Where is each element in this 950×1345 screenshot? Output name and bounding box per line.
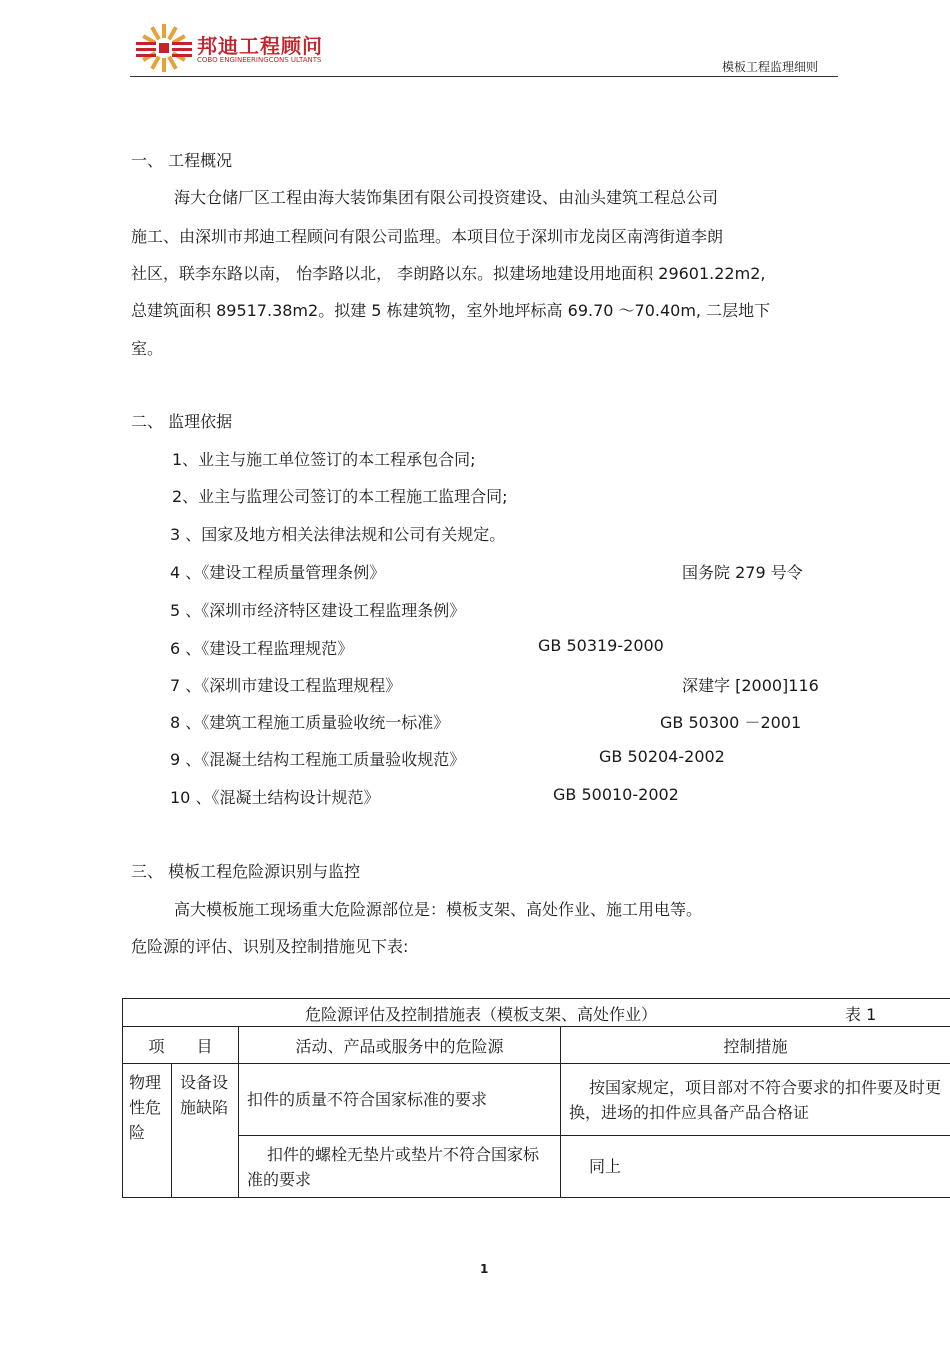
basis-item: 7 、《深圳市建设工程监理规程》 bbox=[170, 676, 402, 695]
table-header-hazard: 活动、产品或服务中的危险源 bbox=[239, 1027, 561, 1064]
basis-item: 6 、《建设工程监理规范》 bbox=[170, 639, 354, 658]
table-caption: 危险源评估及控制措施表（模板支架、高处作业） bbox=[305, 1005, 658, 1024]
table-header-item: 项 目 bbox=[123, 1027, 239, 1064]
paragraph-line: 海大仓储厂区工程由海大装饰集团有限公司投资建设、由汕头建筑工程总公司 bbox=[174, 188, 719, 207]
basis-item: 9 、《混凝土结构工程施工质量验收规范》 bbox=[170, 750, 466, 769]
section-heading: 三、 模板工程危险源识别与监控 bbox=[131, 862, 361, 881]
section-heading: 一、 工程概况 bbox=[131, 151, 233, 170]
paragraph-line: 总建筑面积 89517.38m2。拟建 5 栋建筑物，室外地坪标高 69.70 ～70.40m, 二层地下 bbox=[131, 301, 771, 320]
paragraph-line: 室。 bbox=[131, 339, 164, 358]
header-divider bbox=[130, 76, 838, 77]
brand-name-cn: 邦迪工程顾问 bbox=[197, 34, 323, 58]
brand-name-en: COBO ENGINEERINGCONS ULTANTS bbox=[197, 56, 322, 64]
page-number: 1 bbox=[480, 1262, 489, 1276]
table-measure-cell: 同上 bbox=[561, 1136, 950, 1198]
table-hazard-cell: 扣件的质量不符合国家标准的要求 bbox=[239, 1064, 561, 1136]
basis-item-ref: 深建字 [2000]116 bbox=[682, 676, 819, 695]
table-header-measure: 控制措施 bbox=[561, 1027, 950, 1064]
table-measure-cell: 按国家规定，项目部对不符合要求的扣件要及时更换，进场的扣件应具备产品合格证 bbox=[561, 1064, 950, 1136]
basis-item: 2、业主与监理公司签订的本工程施工监理合同; bbox=[172, 487, 508, 506]
basis-item: 3 、国家及地方相关法律法规和公司有关规定。 bbox=[170, 525, 506, 544]
basis-item: 4 、《建设工程质量管理条例》 bbox=[170, 563, 386, 582]
section-heading: 二、 监理依据 bbox=[131, 412, 233, 431]
table-subcategory: 设备设施缺陷 bbox=[172, 1064, 239, 1198]
basis-item-ref: GB 50204-2002 bbox=[599, 747, 725, 766]
basis-item-ref: GB 50319-2000 bbox=[538, 636, 664, 655]
basis-item: 8 、《建筑工程施工质量验收统一标准》 bbox=[170, 713, 450, 732]
table-category: 物理性危险 bbox=[123, 1064, 172, 1198]
table-caption-row bbox=[123, 999, 950, 1027]
table-hazard-cell: 扣件的螺栓无垫片或垫片不符合国家标准的要求 bbox=[239, 1136, 561, 1198]
basis-item-ref: 国务院 279 号令 bbox=[682, 563, 803, 582]
paragraph-line: 施工、由深圳市邦迪工程顾问有限公司监理。本项目位于深圳市龙岗区南湾街道李朗 bbox=[131, 227, 724, 246]
basis-item: 10 、《混凝土结构设计规范》 bbox=[170, 788, 380, 807]
paragraph-line: 危险源的评估、识别及控制措施见下表: bbox=[131, 937, 409, 956]
basis-item-ref: GB 50010-2002 bbox=[553, 785, 679, 804]
basis-item: 5 、《深圳市经济特区建设工程监理条例》 bbox=[170, 601, 466, 620]
basis-item-ref: GB 50300 －2001 bbox=[660, 713, 802, 732]
paragraph-line: 社区，联李东路以南， 怡李路以北， 李朗路以东。拟建场地建设用地面积 29601.22m2, bbox=[131, 264, 766, 283]
document-title: 模板工程监理细则 bbox=[722, 60, 819, 74]
paragraph-line: 高大模板施工现场重大危险源部位是：模板支架、高处作业、施工用电等。 bbox=[174, 900, 703, 919]
basis-item: 1、业主与施工单位签订的本工程承包合同; bbox=[172, 450, 476, 469]
table-number: 表 1 bbox=[845, 1005, 877, 1024]
hazard-table bbox=[122, 998, 950, 1198]
